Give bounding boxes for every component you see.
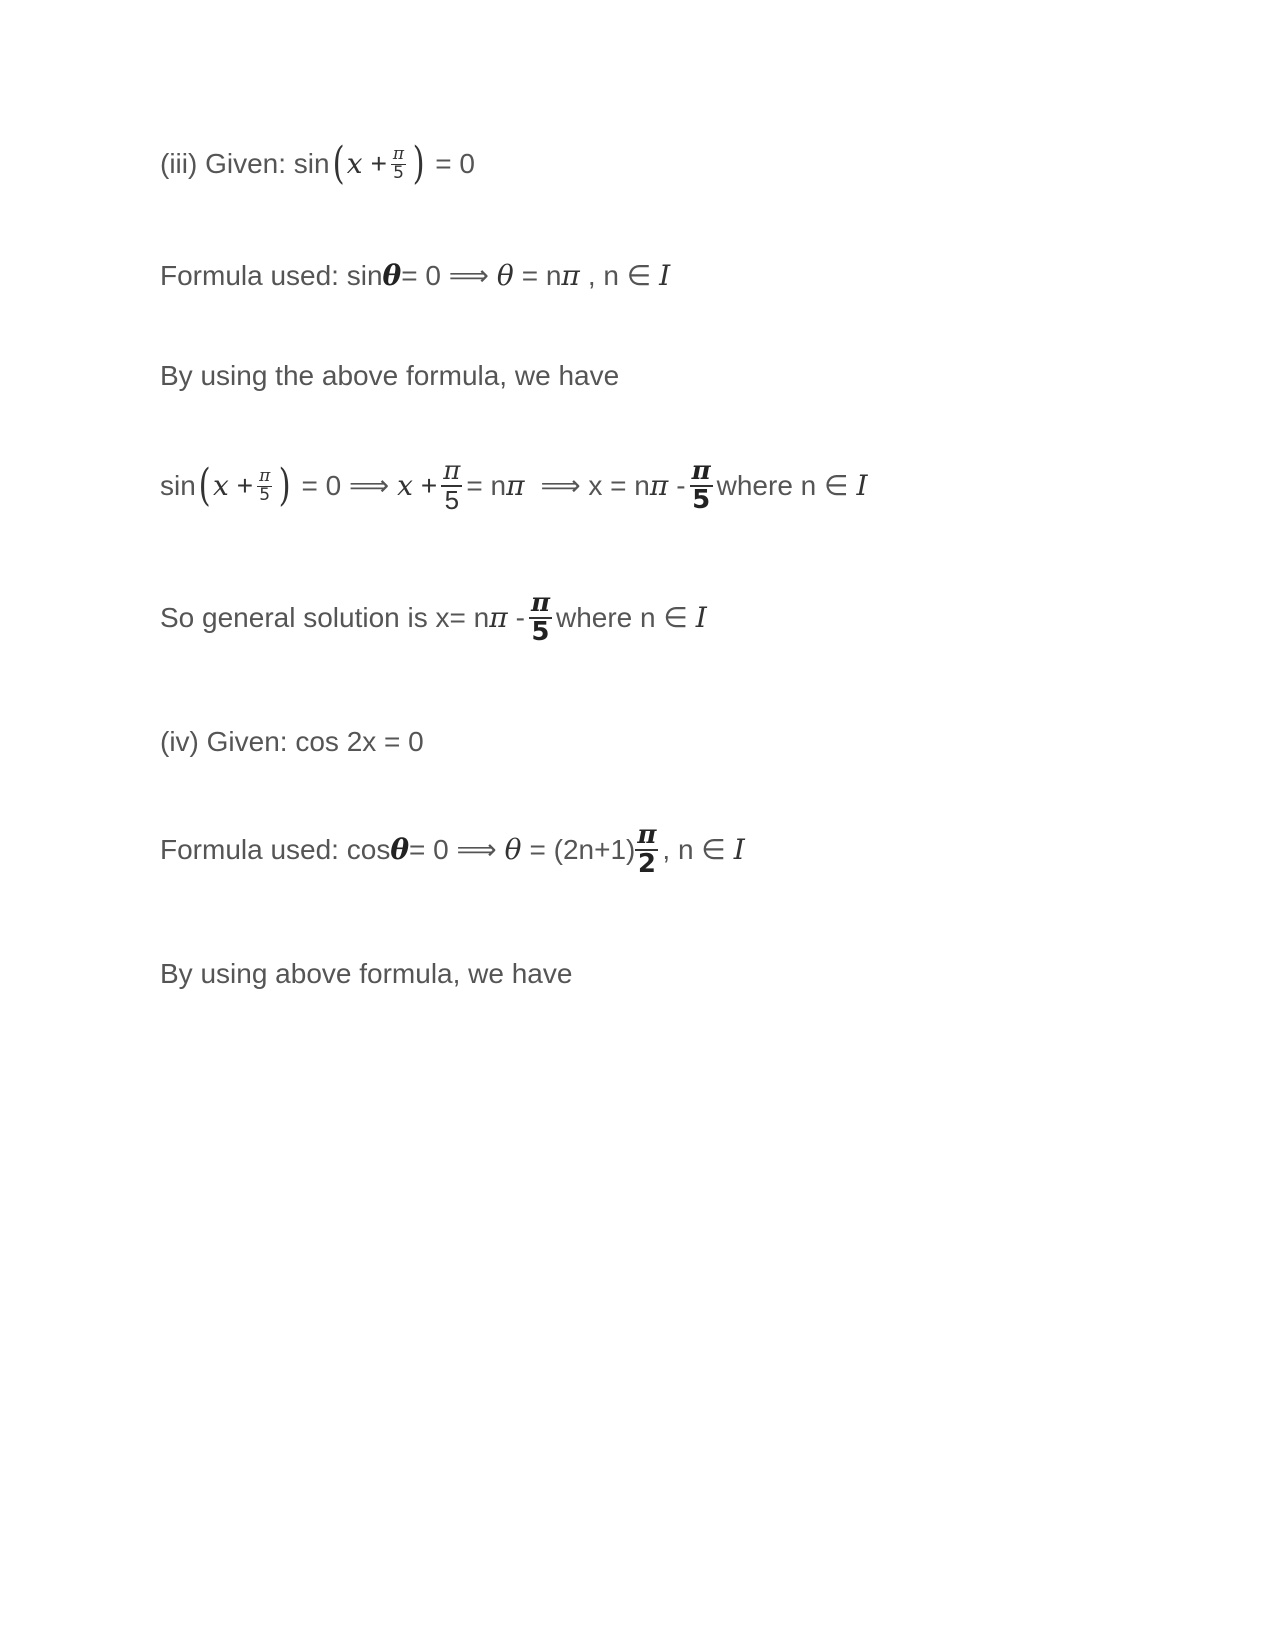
given-iv-text: (iv) Given: cos 2x = 0: [160, 726, 424, 757]
formula-label: Formula used: cos: [160, 834, 391, 866]
n-in-set: , n ∈: [587, 260, 652, 291]
where-n-in: where n ∈: [555, 602, 688, 634]
equals-n: = n: [521, 260, 562, 291]
paragraph-text: By using the above formula, we have: [160, 360, 620, 391]
integer-set-symbol: I: [856, 469, 868, 503]
fraction-pi-over-2: [635, 822, 658, 879]
given-iii-line: [160, 138, 475, 189]
n-in-set: , n ∈: [662, 834, 726, 866]
fraction-numerator: π: [637, 820, 657, 850]
equals-zero: = 0: [435, 148, 475, 179]
fraction-pi-over-5: [391, 143, 406, 183]
implies-text: = 0 ⟹: [409, 834, 497, 866]
integer-set-symbol: I: [695, 601, 707, 635]
fraction-denominator: 5: [692, 485, 711, 516]
equals-zero-implies: = 0 ⟹: [301, 470, 390, 502]
pi-symbol: π: [489, 601, 508, 635]
equals-n: = n: [466, 470, 507, 502]
theta-symbol: θ: [496, 259, 514, 292]
fraction-numerator: π: [443, 456, 461, 486]
theta-symbol: θ: [504, 833, 522, 867]
formula-sin-line: [160, 259, 671, 292]
plus-sign: +: [236, 470, 254, 502]
formula-cos-line: [160, 822, 745, 879]
variable-x: x: [397, 469, 413, 503]
formula-label: Formula used: sin: [160, 260, 383, 291]
plus-sign: +: [420, 470, 438, 502]
pi-symbol: π: [506, 469, 525, 503]
by-using-line: [160, 362, 619, 390]
fraction-pi-over-5: [257, 465, 272, 505]
fraction-numerator: π: [530, 588, 550, 618]
general-solution-line: [160, 590, 707, 647]
fraction-pi-over-5: [529, 590, 552, 647]
fraction-denominator: 2: [637, 849, 656, 880]
left-paren: (: [332, 138, 345, 189]
fraction-denominator: 5: [393, 162, 404, 183]
by-using-above-line: [160, 960, 572, 988]
right-paren: ): [412, 138, 425, 189]
variable-x: x: [212, 469, 229, 503]
theta-symbol: θ: [390, 833, 410, 867]
pi-symbol: π: [561, 259, 580, 292]
given-iii-label: (iii) Given: sin: [160, 148, 330, 179]
fraction-numerator: π: [259, 465, 271, 486]
paragraph-text: By using above formula, we have: [160, 958, 573, 989]
integer-set-symbol: I: [733, 833, 745, 867]
minus-sign: -: [676, 470, 686, 502]
fraction-pi-over-5: [441, 458, 462, 515]
right-paren: ): [278, 460, 291, 512]
variable-x: x: [346, 147, 363, 180]
fraction-denominator: 5: [259, 484, 271, 505]
sin-text: sin: [160, 470, 196, 502]
implies-text: = 0 ⟹: [401, 260, 489, 291]
plus-sign: +: [370, 148, 387, 179]
given-iv-line: [160, 728, 424, 756]
implies-x-equals-n: ⟹ x = n: [540, 470, 650, 502]
fraction-pi-over-5: [690, 458, 713, 515]
pi-symbol: π: [649, 469, 669, 503]
fraction-denominator: 5: [531, 617, 550, 648]
theta-symbol: θ: [382, 259, 402, 292]
left-paren: (: [198, 460, 211, 512]
minus-sign: -: [515, 602, 525, 634]
general-solution-text: So general solution is x= n: [160, 602, 490, 634]
fraction-numerator: π: [691, 456, 711, 486]
integer-set-symbol: I: [659, 259, 671, 292]
equals-2n-plus-1: = (2n+1): [529, 834, 636, 866]
fraction-denominator: 5: [444, 485, 460, 516]
derivation-line: [160, 458, 868, 515]
where-n-in: where n ∈: [716, 470, 849, 502]
fraction-numerator: π: [392, 143, 405, 164]
